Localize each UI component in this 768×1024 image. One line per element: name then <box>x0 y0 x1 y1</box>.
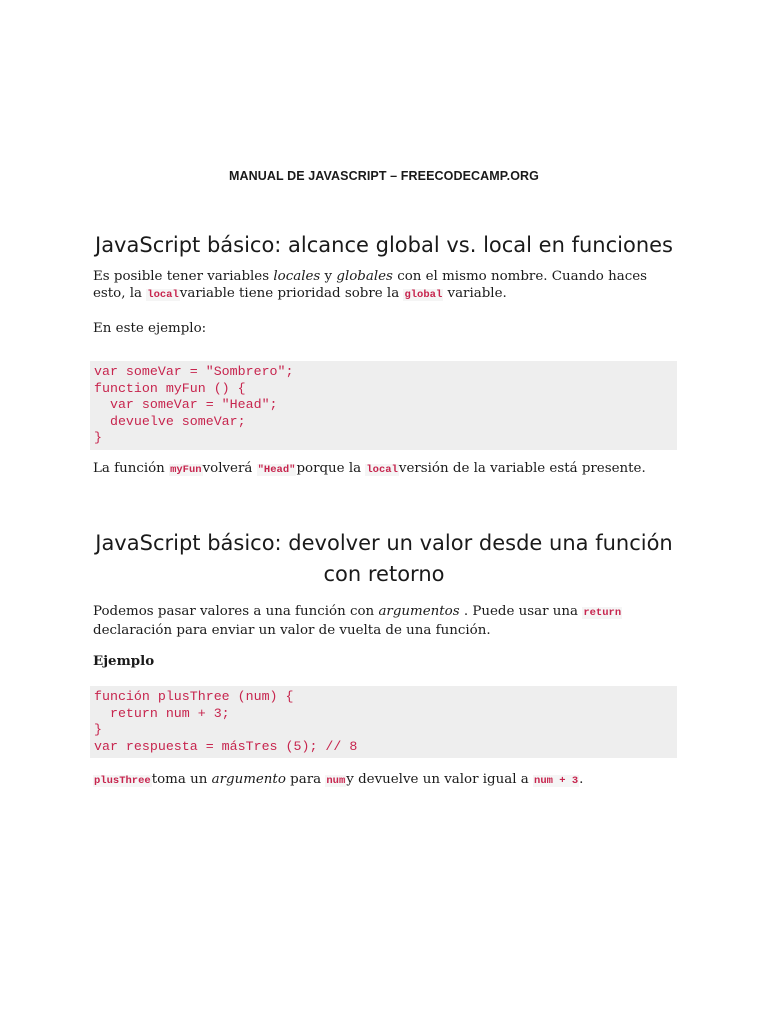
inline-code-return: return <box>583 607 622 619</box>
text-run: variable. <box>443 286 507 301</box>
inline-code-local: local <box>366 464 398 476</box>
example-intro-text: En este ejemplo: <box>93 321 207 336</box>
inline-code-num: num <box>326 775 346 787</box>
text-run: volverá <box>202 461 257 476</box>
text-run: toma un <box>151 772 212 787</box>
text-run: . Puede usar una <box>459 604 583 619</box>
emphasis-argumento: argumento <box>211 772 286 787</box>
text-run: versión de la variable está presente. <box>398 461 646 476</box>
text-run: . <box>579 772 584 787</box>
emphasis-locales: locales <box>273 269 321 284</box>
code-block-return <box>90 686 677 758</box>
section-scope-intro <box>93 268 683 304</box>
code-line: var someVar = "Sombrero"; <box>94 364 294 379</box>
text-run: Podemos pasar valores a una función con <box>93 604 379 619</box>
code-line: return num + 3; <box>94 705 230 721</box>
section-heading-scope: JavaScript básico: alcance global vs. local en funciones <box>95 233 673 257</box>
text-run: variable tiene prioridad sobre la <box>179 286 404 301</box>
text-run: con el mismo nombre. Cuando haces esto, la <box>93 269 648 301</box>
code-line: var someVar = "Head"; <box>94 397 278 413</box>
code-line: devuelve someVar; <box>94 413 246 429</box>
text-run: y <box>320 269 337 284</box>
heading-line: con retorno <box>323 562 445 586</box>
page-header-title: MANUAL DE JAVASCRIPT – FREECODECAMP.ORG <box>229 169 539 183</box>
section-heading-return <box>60 528 708 590</box>
emphasis-argumentos: argumentos <box>378 604 460 619</box>
code-line: función plusThree (num) { <box>94 689 294 704</box>
example-heading: Ejemplo <box>93 653 155 669</box>
code-block-scope <box>90 361 677 450</box>
inline-code-head: "Head" <box>257 464 296 476</box>
text-run: declaración para enviar un valor de vuelta de una función. <box>93 623 491 638</box>
code-line: } <box>94 722 102 738</box>
text-run: La función <box>93 461 170 476</box>
inline-code-global: global <box>404 289 443 301</box>
text-run: y devuelve un valor igual a <box>346 772 534 787</box>
code-line: } <box>94 430 102 446</box>
inline-code-local: local <box>147 289 179 301</box>
text-run: porque la <box>296 461 366 476</box>
heading-line: JavaScript básico: devolver un valor desde una función <box>95 531 673 555</box>
code-line: var respuesta = másTres (5); // 8 <box>94 738 358 754</box>
inline-code-num-plus-3: num + 3 <box>534 775 579 787</box>
section-return-result <box>93 771 683 790</box>
text-run: para <box>285 772 326 787</box>
section-scope-result <box>93 460 683 479</box>
emphasis-globales: globales <box>336 269 393 284</box>
inline-code-myfun: myFun <box>170 464 202 476</box>
section-return-intro <box>93 603 683 639</box>
inline-code-plusthree: plusThree <box>94 775 151 787</box>
text-run: Es posible tener variables <box>93 269 274 284</box>
code-line: function myFun () { <box>94 380 246 396</box>
